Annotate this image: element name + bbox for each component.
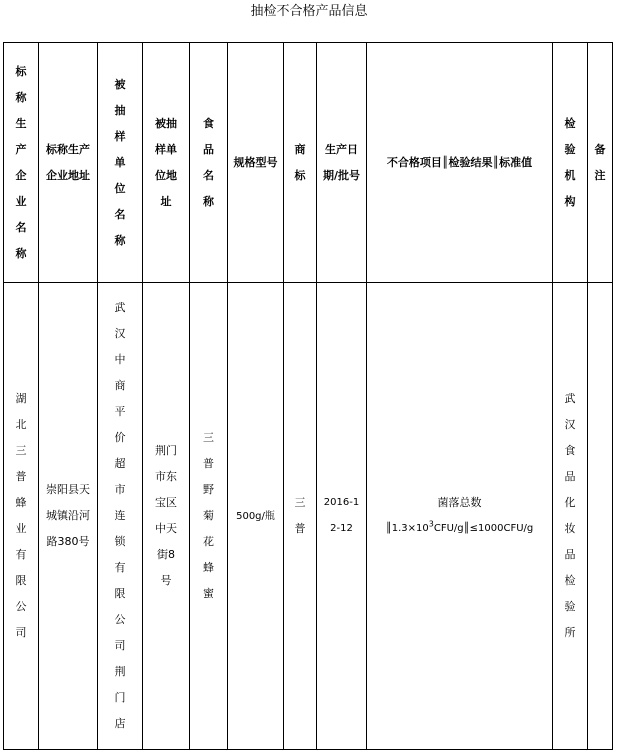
header-institution: 检验机构 [553, 43, 588, 283]
failed-item-name: 菌落总数 [437, 496, 482, 509]
header-failed-item: 不合格项目║检验结果║标准值 [367, 43, 553, 283]
header-brand: 商标 [284, 43, 317, 283]
cell-date-batch: 2016-12-12 [317, 283, 367, 750]
failed-item-result: $║1.3\times 10^3CFU/g║\le 1000CFU/g$ [385, 519, 534, 534]
table-row [4, 283, 613, 750]
page-title: 抽检不合格产品信息 [250, 4, 368, 19]
cell-spec: 500g/瓶 [228, 283, 284, 750]
cell-producer-name: 湖北三普蜂业有限公司 [4, 283, 39, 750]
header-producer-address: 标称生产企业地址 [39, 43, 98, 283]
cell-sampled-address: 荆门市东宝区中天街8号 [143, 283, 190, 750]
header-food-name: 食品名称 [190, 43, 228, 283]
cell-food-name: 三普野菊花蜂蜜 [190, 283, 228, 750]
header-sampled-address: 被抽样单位地址 [143, 43, 190, 283]
cell-sampled-unit: 武汉中商平价超市连锁有限公司荆门店 [98, 283, 143, 750]
cell-failed-item [367, 283, 553, 750]
cell-remark [588, 283, 613, 750]
cell-producer-address: 崇阳县天城镇沿河路380号 [39, 283, 98, 750]
table-header-row [4, 43, 613, 283]
cell-brand: 三普 [284, 283, 317, 750]
header-spec: 规格型号 [228, 43, 284, 283]
unqualified-products-table [3, 42, 613, 750]
header-sampled-unit: 被抽样单位名称 [98, 43, 143, 283]
cell-institution: 武汉食品化妆品检验所 [553, 283, 588, 750]
header-remark: 备注 [588, 43, 613, 283]
header-date-batch: 生产日期/批号 [317, 43, 367, 283]
header-producer-name: 标称生产企业名称 [4, 43, 39, 283]
